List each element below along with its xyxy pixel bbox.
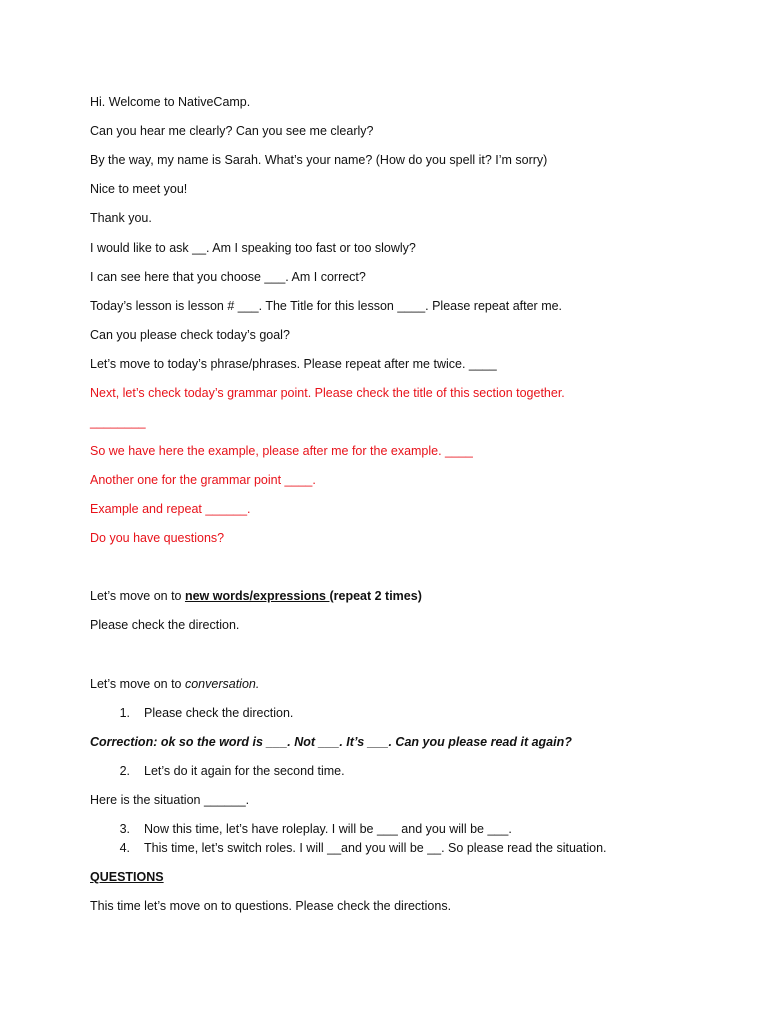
nice-line: Nice to meet you! xyxy=(90,182,188,196)
list-item-2 xyxy=(90,763,345,779)
name-line: By the way, my name is Sarah. What’s your name? (How do you spell it? I’m sorry) xyxy=(90,153,548,167)
lesson-line: Today’s lesson is lesson # ___. The Title for this lesson ____. Please repeat after me. xyxy=(90,299,563,313)
questions-heading: QUESTIONS xyxy=(90,870,164,884)
new-words-prefix: Let’s move on to xyxy=(90,589,185,603)
list-number-1: 1. xyxy=(119,706,130,720)
list-item-4 xyxy=(90,840,607,856)
questions-prompt-line: Do you have questions? xyxy=(90,531,225,545)
list-item-3 xyxy=(90,821,512,837)
list-text-3: Now this time, let’s have roleplay. I will be ___ and you will be ___. xyxy=(144,822,512,836)
example-line: So we have here the example, please after me for the example. ____ xyxy=(90,444,473,458)
choose-line: I can see here that you choose ___. Am I correct? xyxy=(90,270,366,284)
grammar-blank: ________ xyxy=(90,415,146,429)
phrases-line: Let’s move to today’s phrase/phrases. Please repeat after me twice. ____ xyxy=(90,357,497,371)
new-words-link: new words/expressions xyxy=(184,589,330,603)
conversation-line xyxy=(90,676,259,692)
list-number-2: 2. xyxy=(119,764,130,778)
ask-line: I would like to ask __. Am I speaking too fast or too slowly? xyxy=(90,241,416,255)
list-number-4: 4. xyxy=(119,841,130,855)
list-item-1 xyxy=(90,705,293,721)
conversation-prefix: Let’s move on to xyxy=(90,677,185,691)
new-words-line xyxy=(90,588,422,604)
list-number-3: 3. xyxy=(119,822,130,836)
questions-text-line: This time let’s move on to questions. Please check the directions. xyxy=(90,899,452,913)
new-words-suffix: (repeat 2 times) xyxy=(329,589,422,603)
another-line: Another one for the grammar point ____. xyxy=(90,473,316,487)
correction-line: Correction: ok so the word is ___. Not ___. It’s ___. Can you please read it again? xyxy=(90,735,572,749)
direction-line: Please check the direction. xyxy=(90,618,240,632)
thanks-line: Thank you. xyxy=(90,211,152,225)
grammar-line: Next, let’s check today’s grammar point. Please check the title of this section together. xyxy=(90,386,565,400)
situation-line: Here is the situation ______. xyxy=(90,793,250,807)
list-text-1: Please check the direction. xyxy=(144,706,294,720)
goal-line: Can you please check today’s goal? xyxy=(90,328,290,342)
hear-line: Can you hear me clearly? Can you see me clearly? xyxy=(90,124,374,138)
list-text-4: This time, let’s switch roles. I will __and you will be __. So please read the situation. xyxy=(144,841,607,855)
example-repeat-line: Example and repeat ______. xyxy=(90,502,251,516)
list-text-2: Let’s do it again for the second time. xyxy=(144,764,345,778)
conversation-word: conversation. xyxy=(184,677,260,691)
welcome-line: Hi. Welcome to NativeCamp. xyxy=(90,95,251,109)
